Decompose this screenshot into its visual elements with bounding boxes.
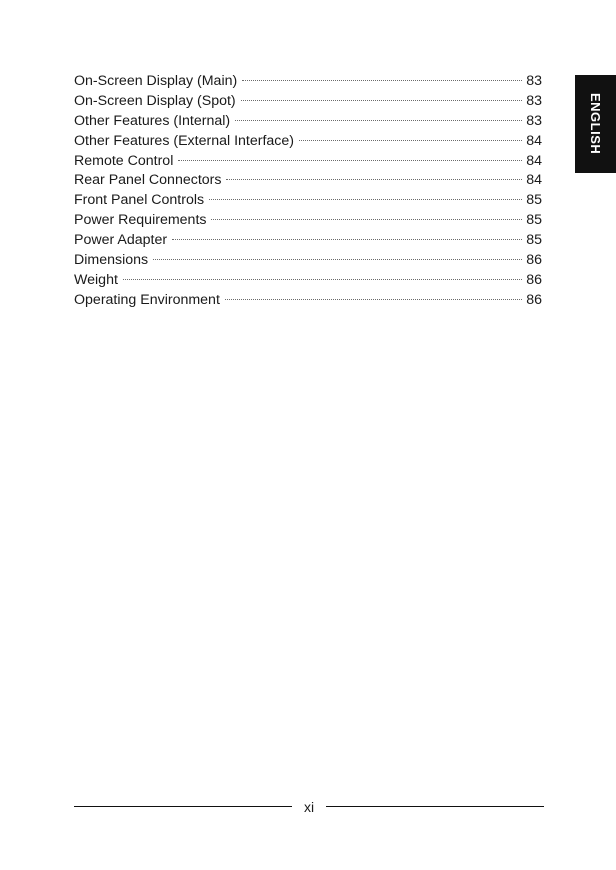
toc-entry[interactable] (74, 231, 542, 251)
toc-entry-title: On-Screen Display (Spot) (74, 92, 236, 109)
toc-entry[interactable] (74, 211, 542, 231)
toc-entry-title: Front Panel Controls (74, 192, 205, 209)
toc-entry-title: Rear Panel Connectors (74, 172, 222, 189)
toc-entry-page: 85 (526, 212, 542, 229)
toc-dot-leader (172, 239, 522, 240)
toc-entry[interactable] (74, 271, 542, 291)
toc-dot-leader (299, 140, 522, 141)
toc-entry-page: 83 (526, 112, 542, 129)
toc-dot-leader (209, 199, 522, 200)
toc-dot-leader (225, 299, 522, 300)
toc-entry-page: 86 (526, 271, 542, 288)
toc-entry[interactable] (74, 291, 542, 311)
toc-entry-page: 83 (526, 92, 542, 109)
toc-entry-title: Other Features (Internal) (74, 112, 231, 129)
toc-dot-leader (178, 160, 522, 161)
toc-entry[interactable] (74, 191, 542, 211)
toc-entry-page: 85 (526, 232, 542, 249)
toc-entry[interactable] (74, 72, 542, 92)
table-of-contents (74, 72, 542, 311)
toc-dot-leader (235, 120, 522, 121)
toc-entry[interactable] (74, 92, 542, 112)
toc-entry-title: Dimensions (74, 252, 149, 269)
language-tab-label: ENGLISH (588, 93, 603, 155)
footer-rule-right (326, 806, 544, 807)
footer-rule-left (74, 806, 292, 807)
toc-entry[interactable] (74, 112, 542, 132)
language-tab (575, 75, 616, 173)
toc-entry-page: 86 (526, 291, 542, 308)
toc-dot-leader (226, 179, 522, 180)
page-number: xi (303, 799, 315, 815)
toc-entry-page: 86 (526, 252, 542, 269)
toc-dot-leader (123, 279, 522, 280)
toc-entry-title: Remote Control (74, 152, 174, 169)
toc-entry-page: 84 (526, 172, 542, 189)
toc-entry-page: 84 (526, 152, 542, 169)
toc-entry-page: 85 (526, 192, 542, 209)
toc-dot-leader (242, 80, 522, 81)
toc-dot-leader (153, 259, 522, 260)
toc-dot-leader (211, 219, 522, 220)
toc-entry[interactable] (74, 132, 542, 152)
toc-entry[interactable] (74, 152, 542, 172)
toc-entry-page: 83 (526, 73, 542, 89)
toc-entry[interactable] (74, 171, 542, 191)
toc-entry-page: 84 (526, 132, 542, 149)
toc-entry-title: Operating Environment (74, 291, 220, 308)
toc-entry-title: Other Features (External Interface) (74, 132, 294, 149)
toc-entry[interactable] (74, 251, 542, 271)
toc-entry-title: Weight (74, 271, 118, 288)
toc-entry-title: Power Adapter (74, 232, 168, 249)
toc-dot-leader (241, 100, 522, 101)
toc-entry-title: On-Screen Display (Main) (74, 73, 238, 89)
toc-entry-title: Power Requirements (74, 212, 207, 229)
